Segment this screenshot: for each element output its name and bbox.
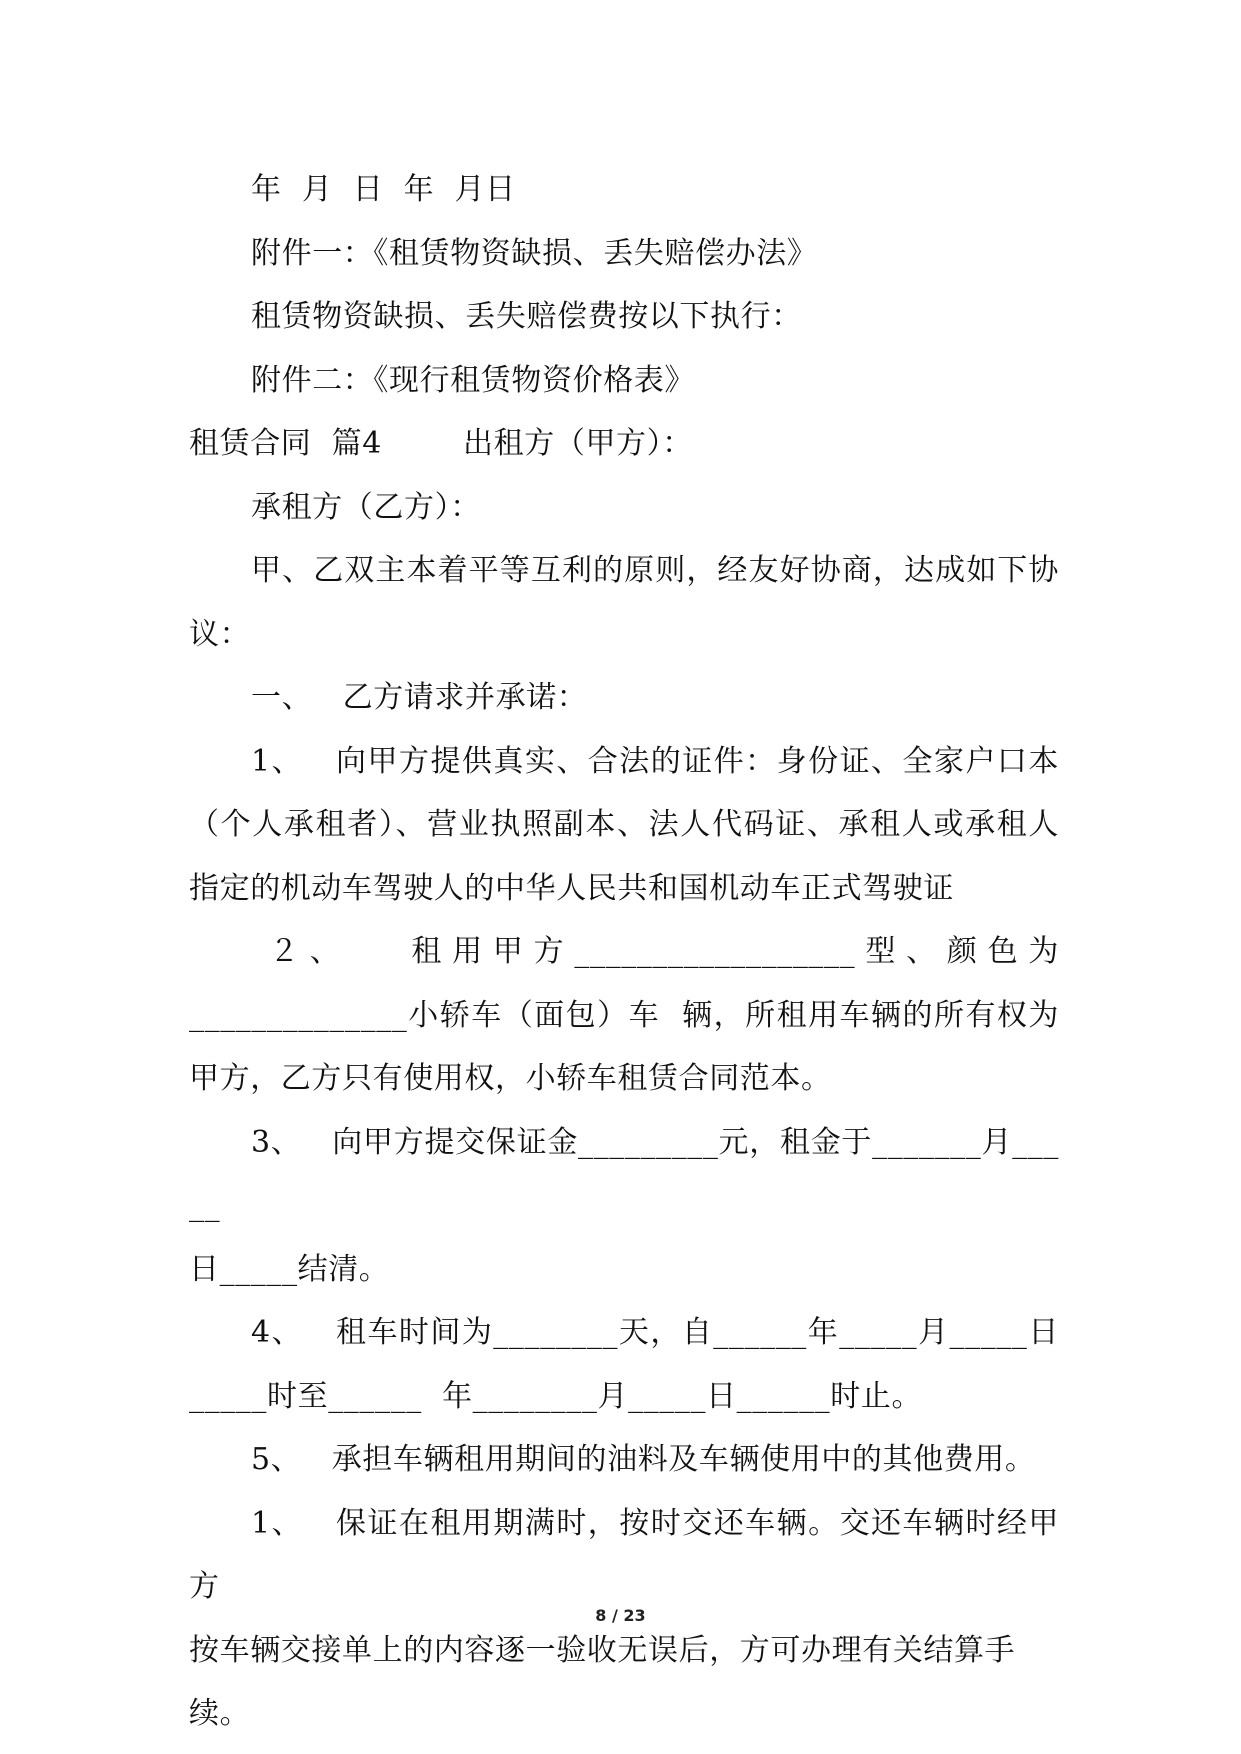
- contract-4-heading: 租赁合同 篇4 出租方（甲方）：: [189, 426, 693, 461]
- date-line: 年 月 日 年 月日: [251, 172, 516, 207]
- lessee-line: 承租方（乙方）：: [251, 489, 481, 525]
- agreement-intro-line-1: 甲、乙双主本着平等互利的原则，经友好协商，达成如下协: [251, 553, 1059, 588]
- compensation-text: 租赁物资缺损、丢失赔偿费按以下执行：: [251, 299, 802, 334]
- agreement-intro-line-2: 议：: [189, 616, 251, 652]
- item-3-line-2: 日_____结清。: [189, 1251, 390, 1287]
- return-item-line-2: 按车辆交接单上的内容逐一验收无误后，方可办理有关结算手续。: [189, 1632, 1016, 1731]
- document-body: [189, 158, 1059, 1746]
- item-5-line-1: 5、 承担车辆租用期间的油料及车辆使用中的其他费用。: [251, 1442, 1036, 1477]
- item-1-line-3: 指定的机动车驾驶人的中华人民共和国机动车正式驾驶证: [189, 870, 954, 906]
- attachment-1-title: 附件一：《租赁物资缺损、丢失赔偿办法》: [251, 235, 818, 271]
- section-1-heading: 一、 乙方请求并承诺：: [251, 680, 588, 715]
- item-3-line-1: 3、 向甲方提交保证金_________元，租金于_______月_____: [189, 1124, 1059, 1223]
- return-item-line-1: 1、 保证在租用期满时，按时交还车辆。交还车辆时经甲方: [189, 1505, 1059, 1604]
- attachment-2-title: 附件二：《现行租赁物资价格表》: [251, 362, 695, 398]
- item-1-line-1: 1、 向甲方提供真实、合法的证件：身份证、全家户口本: [251, 743, 1059, 779]
- item-4-line-1: 4、 租车时间为________天，自______年_____月_____日: [251, 1315, 1059, 1350]
- item-4-line-2: _____时至______ 年________月_____日______时止。: [189, 1378, 923, 1414]
- item-1-line-2: （个人承租者）、营业执照副本、法人代码证、承租人或承租人: [189, 807, 1059, 842]
- item-2-line-3: 甲方，乙方只有使用权，小轿车租赁合同范本。: [189, 1061, 832, 1096]
- item-2-line-2: ______________小轿车（面包）车 辆，所租用车辆的所有权为: [189, 997, 1059, 1033]
- page-number: 8 / 23: [595, 1606, 646, 1625]
- item-2-line-1: ２、 租用甲方__________________型、颜色为: [269, 934, 1059, 969]
